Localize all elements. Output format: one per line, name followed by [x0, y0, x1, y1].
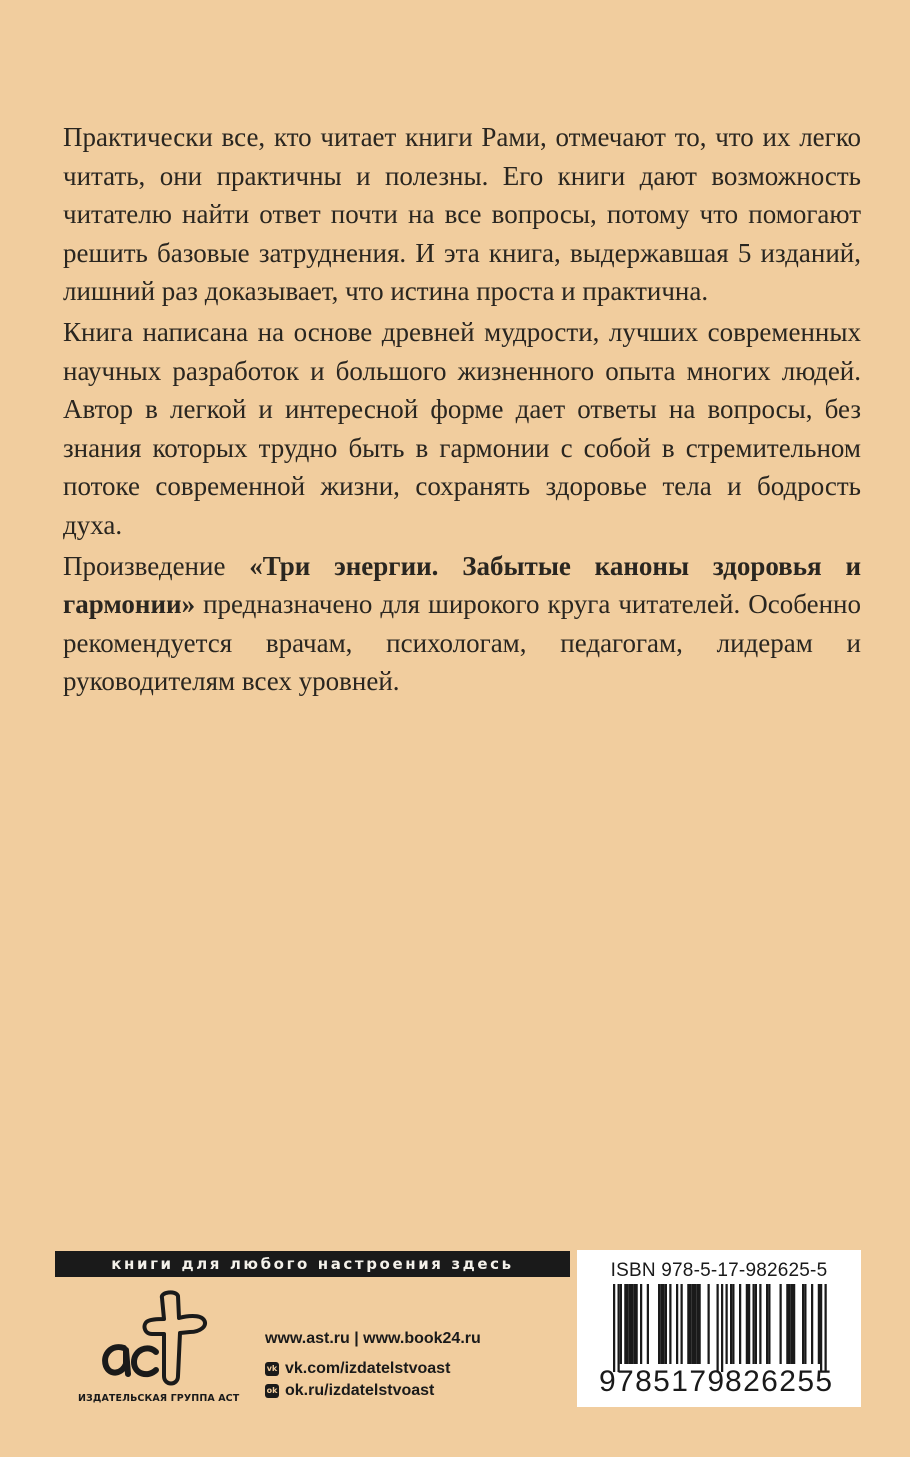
publisher-logo	[78, 1290, 238, 1410]
barcode-bar	[640, 1284, 642, 1364]
barcode-bar	[620, 1284, 622, 1364]
barcode-bar	[748, 1284, 750, 1364]
barcode-bar	[825, 1284, 827, 1372]
barcode-bar	[820, 1284, 822, 1372]
barcode-bar	[660, 1284, 662, 1364]
barcode-bar	[726, 1284, 728, 1364]
barcode-bar	[696, 1284, 698, 1364]
blurb-p3-tail: предназначено для широкого круга читателей. Особенно рекомендуется врачам, психологам, педагогам, лидерам и руководителям всех уровней.	[63, 589, 861, 697]
publisher-links	[265, 1330, 481, 1400]
ean-first-digit: 9	[599, 1365, 616, 1398]
back-cover-blurb	[63, 118, 861, 701]
ean-group-1: 785179	[617, 1365, 726, 1398]
barcode-bar	[739, 1284, 741, 1364]
barcode-bar	[669, 1284, 671, 1364]
ean-group-2: 826255	[725, 1365, 834, 1398]
barcode-bar	[786, 1284, 788, 1364]
ast-logo-icon	[90, 1290, 226, 1390]
barcode-bar	[730, 1284, 732, 1364]
barcode-bar	[687, 1284, 689, 1364]
blurb-p3-lead: Произведение	[63, 550, 250, 581]
barcode-bar	[755, 1284, 757, 1364]
isbn-label: ISBN 978-5-17-982625-5	[610, 1260, 828, 1281]
barcode-bar	[791, 1284, 793, 1364]
barcode-bar	[694, 1284, 696, 1364]
barcode-bar	[768, 1284, 770, 1364]
publisher-websites: www.ast.ru | www.book24.ru	[265, 1330, 481, 1347]
barcode-icon	[577, 1284, 861, 1376]
barcode-bar	[613, 1284, 615, 1372]
barcode-bar	[658, 1284, 660, 1364]
blurb-paragraph-1: Практически все, кто читает книги Рами, отмечают то, что их легко читать, они практичны и полезны. Его книги дают возможность читателю найти ответ почти на все вопросы, потому что помогают решить базовые затруднения. И эта книга, выдержавшая 5 изданий, лишний раз доказывает, что истина проста и практична.	[63, 122, 861, 307]
barcode-bar	[789, 1284, 791, 1364]
vk-icon: vk	[265, 1362, 279, 1376]
publisher-caption: ИЗДАТЕЛЬСКАЯ ГРУППА АСТ	[78, 1393, 240, 1404]
book-title-bold: «Три энергии. Забытые каноны здоровья и гармонии»	[63, 550, 861, 620]
barcode-bar	[618, 1284, 620, 1372]
barcode-bar	[629, 1284, 631, 1364]
barcode-bar	[780, 1284, 782, 1364]
barcode-bar	[793, 1284, 795, 1364]
barcode-bar	[690, 1284, 692, 1364]
barcode-bar	[759, 1284, 761, 1364]
barcode-bar	[802, 1284, 804, 1364]
barcode-bar	[753, 1284, 755, 1364]
barcode-bar	[708, 1284, 710, 1364]
isbn-barcode-box	[577, 1250, 861, 1407]
barcode-bar	[631, 1284, 633, 1364]
barcode-bar	[692, 1284, 694, 1364]
barcode-bar	[624, 1284, 626, 1364]
barcode-bar	[717, 1284, 719, 1372]
barcode-bar	[676, 1284, 678, 1364]
barcode-bar	[699, 1284, 701, 1364]
barcode-bar	[732, 1284, 734, 1364]
ok-link: ok.ru/izdatelstvoast	[285, 1382, 435, 1399]
social-ok	[265, 1382, 481, 1400]
ok-icon: ok	[265, 1384, 279, 1398]
barcode-bar	[804, 1284, 806, 1364]
barcode-bar	[746, 1284, 748, 1364]
barcode-bar	[647, 1284, 649, 1364]
social-vk	[265, 1360, 481, 1378]
barcode-bar	[663, 1284, 665, 1364]
barcode-bar	[627, 1284, 629, 1364]
blurb-paragraph-2: Книга написана на основе древней мудрости, лучших современных научных разработок и большого жизненного опыта многих людей. Автор в легкой и интересной форме дает ответы на вопросы, без знания которых трудно быть в гармонии с собой в стремительном потоке современной жизни, сохранять здоровье тела и бодрость духа.	[63, 316, 861, 540]
barcode-bar	[766, 1284, 768, 1364]
vk-link: vk.com/izdatelstvoast	[285, 1360, 451, 1377]
barcode-bar	[633, 1284, 635, 1364]
blurb-paragraph-3	[63, 547, 861, 701]
tagline-bar: книги для любого настроения здесь	[55, 1251, 570, 1277]
barcode-bar	[665, 1284, 667, 1364]
barcode-bar	[818, 1284, 820, 1364]
barcode-bar	[721, 1284, 723, 1372]
barcode-bar	[636, 1284, 638, 1364]
barcode-bar	[681, 1284, 683, 1364]
barcode-bar	[811, 1284, 813, 1364]
